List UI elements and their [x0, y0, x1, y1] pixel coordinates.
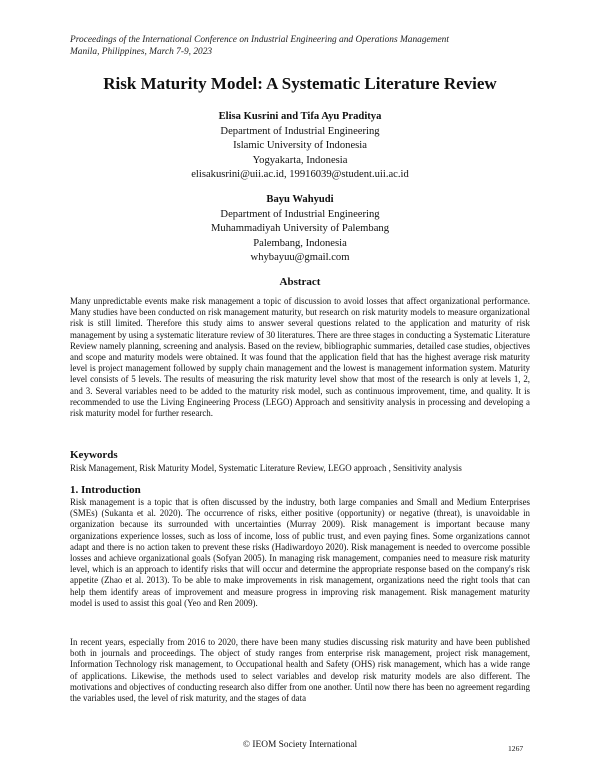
author-email: elisakusrini@uii.ac.id, 19916039@student.uii.ac.id	[191, 169, 409, 181]
author-names: Bayu Wahyudi	[266, 194, 334, 205]
keywords-heading: Keywords	[70, 449, 118, 461]
affiliation-line: Yogyakarta, Indonesia	[252, 154, 348, 166]
author-email: whybayuu@gmail.com	[250, 252, 350, 264]
footer-copyright: © IEOM Society International	[242, 740, 358, 750]
author-block-1	[0, 110, 600, 183]
affiliation-line: Department of Industrial Engineering	[220, 125, 380, 137]
abstract-heading: Abstract	[279, 276, 321, 288]
page-number: 1267	[508, 744, 524, 753]
affiliation-line: Palembang, Indonesia	[253, 237, 347, 249]
running-head-conference: Proceedings of the International Conference on Industrial Engineering and Operations Management	[70, 35, 449, 45]
keywords-text: Risk Management, Risk Maturity Model, Systematic Literature Review, LEGO approach , Sensitivity analysis	[70, 463, 462, 473]
abstract-text: Many unpredictable events make risk management a topic of discussion to avoid losses that affect organizational performance. Many studies have been conducted on risk management maturity, but research on risk maturity models to measure organizational risk is still limited. Therefore this study aims to answer several questions related to the application and maturity of risk management by using a systematic literature review of 30 literatures. There are three stages in conducting a Systematic Literature Review namely planning, screening and analysis. Based on the review, bibliographic summaries, detailed case studies, objectives and scope and maturity models were obtained. It was found that the application field that has the highest average risk maturity level is project management followed by supply chain management and the lowest is management information system. Maturity level consists of 5 levels. The results of measuring the risk maturity level show that most of the research is only at levels 1, 2, and 3. Several variables need to be added to the maturity risk model, such as continuous improvement, time, and quality. It is recommended to use the Living Engineering Process (LEGO) Approach and sensitivity analysis in processing and developing a risk maturity model for further research.	[70, 296, 530, 419]
affiliation-line: Muhammadiyah University of Palembang	[211, 223, 389, 235]
running-head	[70, 34, 449, 58]
running-head-location: Manila, Philippines, March 7-9, 2023	[70, 47, 213, 57]
affiliation-line: Islamic University of Indonesia	[233, 140, 367, 152]
affiliation-line: Department of Industrial Engineering	[220, 208, 380, 220]
introduction-heading: 1. Introduction	[70, 484, 141, 496]
paper-title: Risk Maturity Model: A Systematic Literature Review	[103, 74, 497, 93]
introduction-paragraph-1: Risk management is a topic that is often discussed by the industry, both large companies and Small and Medium Enterprises (SMEs) (Sukanta et al. 2020). The occurrence of risks, either positive (opportunity) or negative (threat), is unavoidable in organization because its surrounded with uncertainties (Murray 2009). Risk management is important because many organizations experience losses, such as loss of income, loss of public trust, and even paying fines. Some organizations cannot adapt and there is no action taken to prevent these risks (Hadiwardoyo 2020). Risk management is needed to overcome possible losses and achieve organizational goals (Sofyan 2005). In managing risk management, companies need to measure risk maturity level, which is an approach to identify risks that will occur and determine the appropriate response based on the company's risk appetite (Zhao et al. 2013). To be able to make improvements in risk management, organizations need the right tools that can help them identify areas of improvement and measure progress in improving risk management. Risk management maturity model is used to assist this goal (Yeo and Ren 2009).	[70, 497, 530, 608]
author-block-2	[0, 193, 600, 266]
introduction-paragraph-2: In recent years, especially from 2016 to 2020, there have been many studies discussing risk maturity and have been published both in journals and proceedings. The object of study ranges from enterprise risk management, project risk management, Information Technology risk management, to Occupational health and Safety (OHS) risk management, which has a wide range of applications. Likewise, the methods used to select variables and develop risk maturity models are also different. The motivations and objectives of conducting research also differ from one another. Until now there has been no agreement regarding the variables used, the level of risk maturity, and the stages of data	[70, 637, 530, 704]
author-names: Elisa Kusrini and Tifa Ayu Praditya	[218, 111, 382, 122]
